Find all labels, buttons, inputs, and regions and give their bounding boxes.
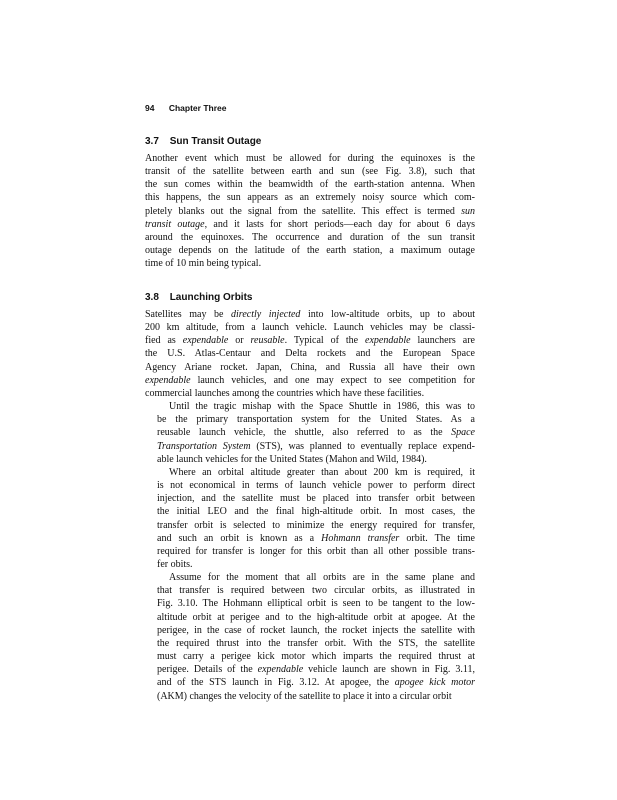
paragraph: [145, 152, 475, 270]
text-line: the initial LEO and the final high-altitude orbit. In most cases, the: [157, 506, 475, 518]
text-line: Until the tragic mishap with the Space Shuttle in 1986, this was to: [169, 401, 475, 413]
text-line: must carry a perigee kick motor which imparts the required thrust at: [157, 651, 475, 663]
text-line: outage depends on the latitude of the earth station, a maximum outage: [145, 245, 475, 257]
text-line: and such an orbit is known as a Hohmann transfer orbit. The time: [157, 532, 475, 544]
text-line: fied as expendable or reusable. Typical of the expendable launchers are: [145, 335, 475, 347]
text-line: expendable launch vehicles, and one may expect to see competition for: [145, 374, 475, 386]
text-line: and of the STS launch in Fig. 3.12. At apogee, the apogee kick motor: [157, 677, 475, 689]
text-line: able launch vehicles for the United States (Mahon and Wild, 1984).: [157, 453, 427, 465]
text-line: be the primary transportation system for the United States. As a: [157, 414, 475, 426]
text-line: transfer orbit is selected to minimize the energy required for transfer,: [157, 519, 475, 531]
section-title: Launching Orbits: [169, 292, 253, 303]
text-line: fer obits.: [157, 558, 193, 570]
page-number: 94: [145, 103, 155, 113]
text-line: injection, and the satellite must be placed into transfer orbit between: [157, 493, 475, 505]
text-line: perigee, in the case of rocket launch, the rocket injects the satellite with: [157, 624, 475, 636]
text-line: that transfer is required between two circular orbits, as illustrated in: [157, 585, 475, 597]
section-3-7-body: [145, 152, 475, 270]
text-line: required for transfer is longer for this orbit than all other possible trans-: [157, 545, 475, 557]
text-line: the U.S. Atlas-Centaur and Delta rockets and the European Space: [145, 348, 475, 360]
text-line: Assume for the moment that all orbits are in the same plane and: [169, 572, 475, 584]
text-line: this happens, the sun appears as an extremely noisy source which com-: [145, 192, 475, 204]
text-line: reusable launch vehicle, the shuttle, also referred to as the Space: [157, 427, 475, 439]
text-line: Agency Ariane rocket. Japan, China, and Russia all have their own: [145, 361, 475, 373]
section-number: 3.7: [145, 136, 159, 147]
text-line: transit of the satellite between earth and sun (see Fig. 3.8), such that: [145, 166, 475, 178]
section-number: 3.8: [145, 292, 159, 303]
section-3-8-body: [145, 308, 475, 703]
text-line: the sun comes within the beamwidth of the earth-station antenna. When: [145, 179, 475, 191]
text-line: commercial launches among the countries which have these facilities.: [145, 387, 425, 399]
text-line: transit outage, and it lasts for short periods—each day for about 6 days: [145, 218, 475, 230]
page-header: [145, 103, 226, 113]
paragraph: [145, 571, 475, 703]
text-line: the required thrust into the transfer orbit. With the STS, the satellite: [157, 637, 475, 649]
text-line: Where an orbital altitude greater than about 200 km is required, it: [169, 466, 475, 478]
section-heading-3-8: [145, 292, 252, 303]
text-line: Another event which must be allowed for during the equinoxes is the: [145, 153, 475, 164]
paragraph: [145, 400, 475, 466]
text-line: pletely blanks out the signal from the satellite. This effect is termed sun: [145, 205, 475, 217]
text-line: altitude orbit at perigee and to the high-altitude orbit at apogee. At the: [157, 611, 475, 623]
paragraph: [145, 466, 475, 571]
text-line: is not economical in terms of launch vehicle power to perform direct: [157, 480, 475, 492]
text-line: Fig. 3.10. The Hohmann elliptical orbit is seen to be tangent to the low-: [157, 598, 475, 610]
text-line: perigee. Details of the expendable vehicle launch are shown in Fig. 3.11,: [157, 664, 475, 676]
section-heading-3-7: [145, 136, 261, 147]
text-line: (AKM) changes the velocity of the satellite to place it into a circular orbit: [157, 690, 452, 702]
text-line: time of 10 min being typical.: [145, 258, 262, 270]
paragraph: [145, 308, 475, 400]
text-line: 200 km altitude, from a launch vehicle. Launch vehicles may be classi-: [145, 322, 475, 334]
chapter-title: Chapter Three: [168, 103, 227, 113]
text-line: Satellites may be directly injected into low-altitude orbits, up to about: [145, 309, 475, 320]
text-line: around the equinoxes. The occurrence and duration of the sun transit: [145, 231, 475, 243]
section-title: Sun Transit Outage: [169, 136, 262, 147]
text-line: Transportation System (STS), was planned to eventually replace expend-: [157, 440, 475, 452]
